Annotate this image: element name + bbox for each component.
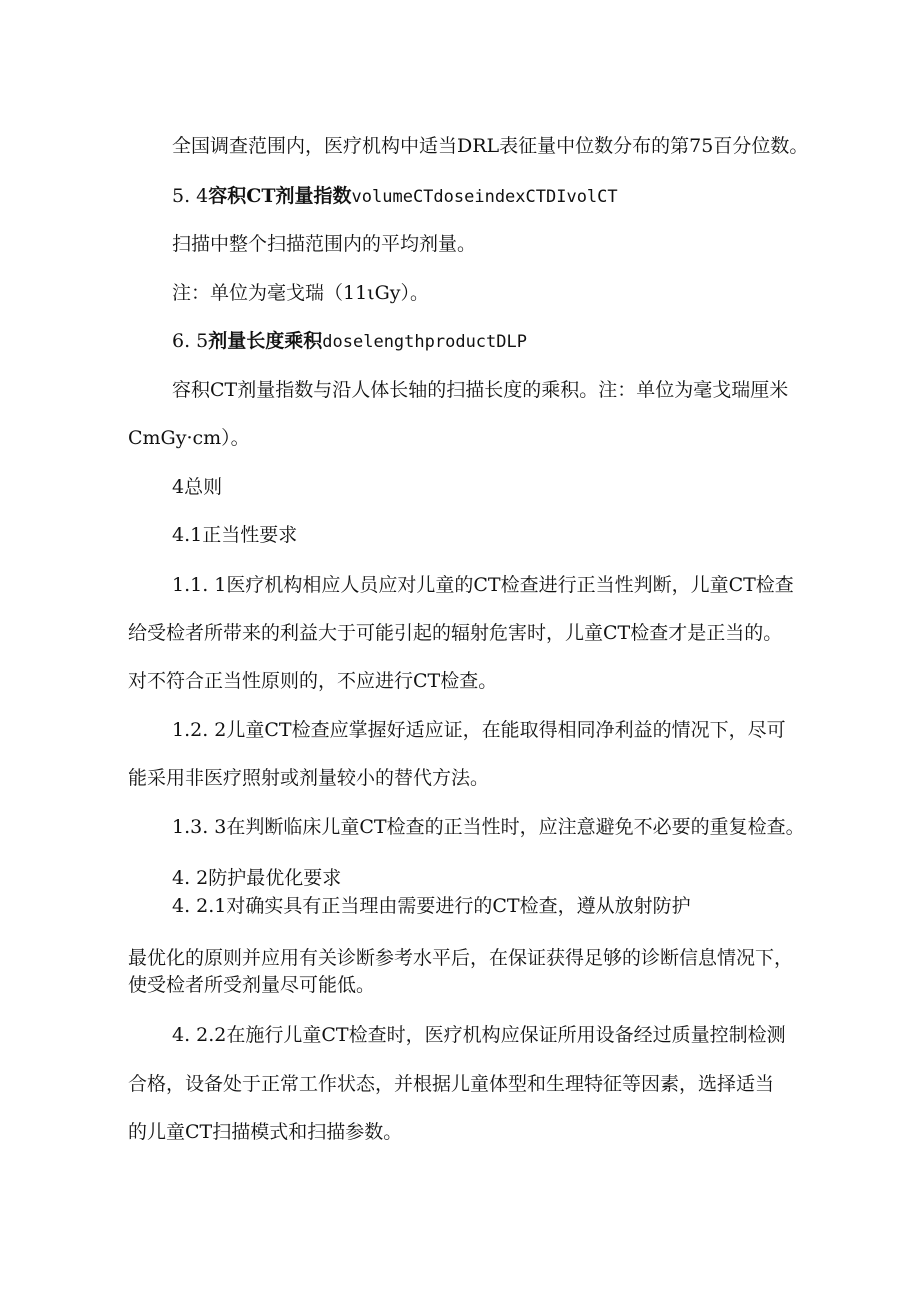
term-title: 容积CT剂量指数	[208, 185, 352, 207]
subsection-heading: 4.1正当性要求	[172, 524, 298, 546]
paragraph-line: 给受检者所带来的利益大于可能引起的辐射危害时，儿童CT检查才是正当的。	[128, 622, 783, 644]
paragraph-line: 扫描中整个扫描范围内的平均剂量。	[172, 233, 477, 255]
paragraph-line: 合格，设备处于正常工作状态，并根据儿童体型和生理特征等因素，选择适当	[128, 1073, 775, 1095]
paragraph-line: 1.1. 1医疗机构相应人员应对儿童的CT检查进行正当性判断，儿童CT检查	[172, 574, 794, 596]
paragraph-line: 的儿童CT扫描模式和扫描参数。	[128, 1121, 403, 1143]
term-heading-dlp	[172, 329, 527, 354]
section-heading: 4总则	[172, 476, 223, 498]
paragraph-line: 对不符合正当性原则的，不应进行CT检查。	[128, 670, 498, 692]
paragraph-line: 1.3. 3在判断临床儿童CT检查的正当性时，应注意避免不必要的重复检查。	[172, 816, 805, 838]
term-english: doselengthproductDLP	[322, 332, 527, 352]
paragraph-line: 全国调查范围内，医疗机构中适当DRL表征量中位数分布的第75百分位数。	[172, 135, 809, 157]
paragraph-line: CmGy·cm）。	[128, 427, 250, 449]
paragraph-line: 使受检者所受剂量尽可能低。	[128, 974, 376, 996]
note-line: 注：单位为毫戈瑞（11ιGy）。	[172, 282, 430, 304]
term-title: 剂量长度乘积	[208, 330, 323, 352]
term-heading-ctdivol	[172, 184, 618, 209]
paragraph-line: 1.2. 2儿童CT检查应掌握好适应证，在能取得相同净利益的情况下，尽可	[172, 719, 786, 741]
term-number: 6. 5	[172, 330, 209, 352]
paragraph-line: 能采用非医疗照射或剂量较小的替代方法。	[128, 767, 490, 789]
term-number: 5. 4	[172, 185, 209, 207]
subsection-heading: 4. 2防护最优化要求	[172, 867, 342, 889]
paragraph-line: 4. 2.1对确实具有正当理由需要进行的CT检查，遵从放射防护	[172, 895, 691, 917]
paragraph-line: 容积CT剂量指数与沿人体长轴的扫描长度的乘积。注：单位为毫戈瑞厘米	[172, 379, 789, 401]
paragraph-line: 最优化的原则并应用有关诊断参考水平后，在保证获得足够的诊断信息情况下，	[128, 947, 794, 969]
term-english: volumeCTdoseindexCTDIvolCT	[351, 187, 618, 207]
paragraph-line: 4. 2.2在施行儿童CT检查时，医疗机构应保证所用设备经过质量控制检测	[172, 1024, 786, 1046]
